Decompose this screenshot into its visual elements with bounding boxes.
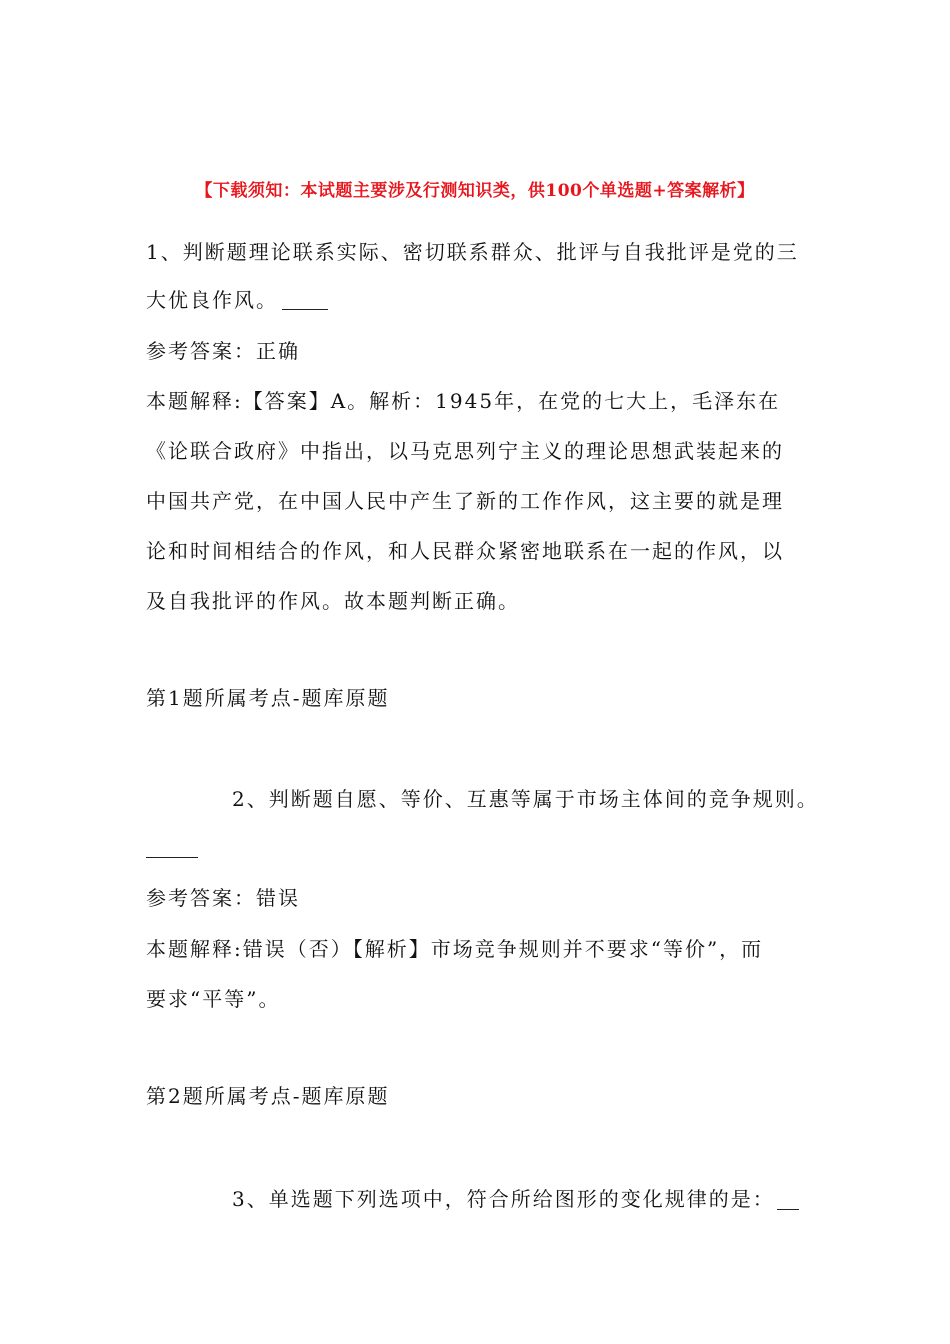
q2-explanation-line2: 要求“平等”。 <box>146 987 281 1011</box>
q3-stem <box>232 1185 832 1213</box>
download-notice: 【下载须知：本试题主要涉及行测知识类，供100个单选题+答案解析】 <box>195 181 755 201</box>
q1-stem-line1: 1、判断题理论联系实际、密切联系群众、批评与自我批评是党的三 <box>146 240 799 264</box>
q1-explanation-line2: 《论联合政府》中指出，以马克思列宁主义的理论思想武装起来的 <box>146 439 784 463</box>
q1-explanation-line5: 及自我批评的作风。故本题判断正确。 <box>146 589 520 613</box>
q2-answer: 参考答案：错误 <box>146 886 300 910</box>
q1-stem-text: 大优良作风。 <box>146 288 278 312</box>
q3-stem-text: 3、单选题下列选项中，符合所给图形的变化规律的是： <box>232 1187 775 1211</box>
q1-exam-point: 第1题所属考点-题库原题 <box>146 686 390 710</box>
q1-answer: 参考答案：正确 <box>146 339 300 363</box>
q2-explanation-line1: 本题解释:错误（否）【解析】市场竞争规则并不要求“等价”，而 <box>146 937 764 961</box>
q2-exam-point: 第2题所属考点-题库原题 <box>146 1084 390 1108</box>
q3-answer-blank <box>777 1208 799 1210</box>
q1-stem-line2 <box>146 286 826 314</box>
q2-answer-blank <box>146 857 198 858</box>
q1-explanation-line3: 中国共产党，在中国人民中产生了新的工作作风，这主要的就是理 <box>146 489 784 513</box>
q2-stem: 2、判断题自愿、等价、互惠等属于市场主体间的竞争规则。 <box>232 787 819 811</box>
q1-explanation-line4: 论和时间相结合的作风，和人民群众紧密地联系在一起的作风，以 <box>146 539 784 563</box>
q1-explanation-line1: 本题解释:【答案】A。解析：1945年，在党的七大上，毛泽东在 <box>146 389 781 413</box>
q1-answer-blank <box>282 308 328 310</box>
